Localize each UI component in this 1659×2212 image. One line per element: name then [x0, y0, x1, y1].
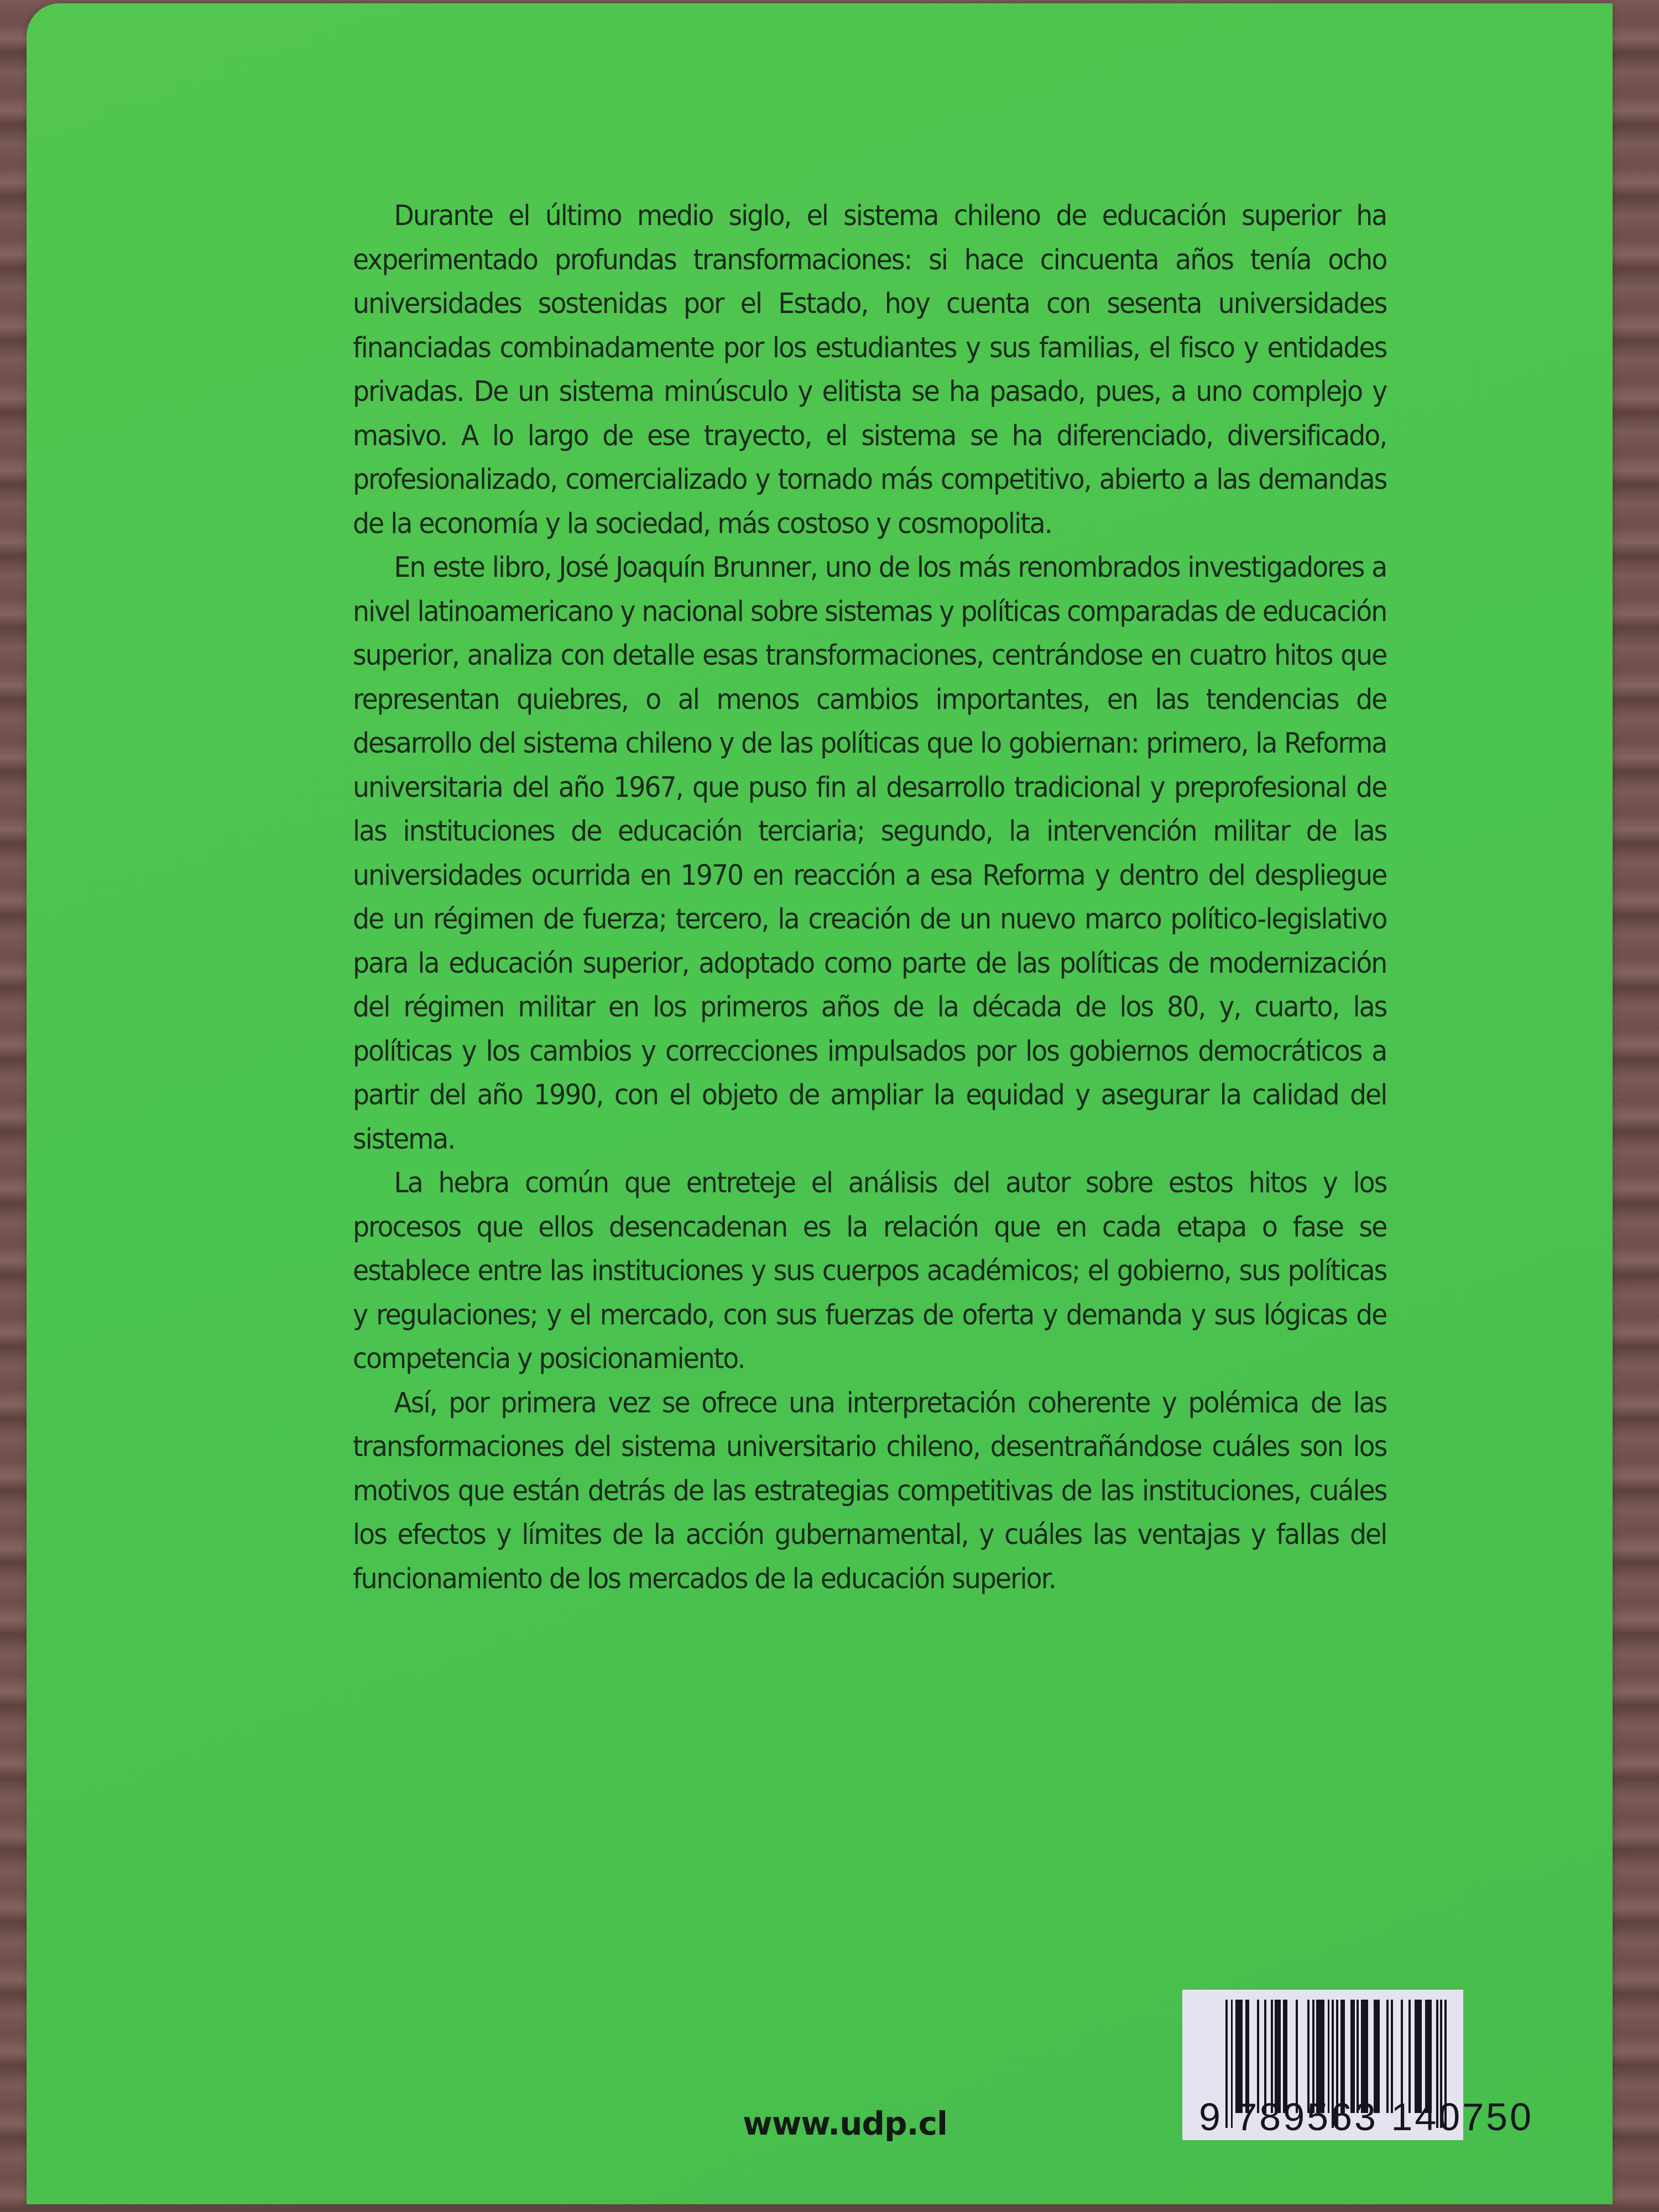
blurb-text: [353, 194, 1386, 1601]
blurb-paragraph-2: En este libro, José Joaquín Brunner, uno de los más renombrados investigadores a nivel latinoamericano y nacional sobre sistemas y políticas comparadas de educación superior, analiza con detalle esas transformaciones, centrándose en cuatro hitos que representan quiebres, o al menos cambios importantes, en las tendencias de desarrollo del sistema chileno y de las políticas que lo gobiernan: primero, la Reforma universitaria del año 1967, que puso fin al desarrollo tradicional y preprofesional de las instituciones de educación terciaria; segundo, la intervención militar de las universidades ocurrida en 1970 en reacción a esa Reforma y dentro del despliegue de un régimen de fuerza; tercero, la creación de un nuevo marco político-legislativo para la educación superior, adoptado como parte de las políticas de modernización del régimen militar en los primeros años de la década de los 80, y, cuarto, las políticas y los cambios y correcciones impulsados por los gobiernos democráticos a partir del año 1990, con el objeto de ampliar la equidad y asegurar la calidad del sistema.: [353, 551, 1387, 1156]
isbn-number: 9 789563 140750: [1199, 2095, 1533, 2138]
blurb-paragraph-1: Durante el último medio siglo, el sistema chileno de educación superior ha experimentado profundas transformaciones: si hace cincuenta años tenía ocho universidades sostenidas por el Estado, hoy cuenta con sesenta universidades financiadas combinadamente por los estudiantes y sus familias, el fisco y entidades privadas. De un sistema minúsculo y elitista se ha pasado, pues, a uno complejo y masivo. A lo largo de ese trayecto, el sistema se ha diferenciado, diversificado, profesionalizado, comercializado y tornado más competitivo, abierto a las demandas de la economía y la sociedad, más costoso y cosmopolita.: [353, 200, 1387, 540]
blurb-paragraph-3: La hebra común que entreteje el análisis del autor sobre estos hitos y los procesos que ellos desencadenan es la relación que en cada etapa o fase se establece entre las instituciones y sus cuerpos académicos; el gobierno, sus políticas y regulaciones; y el mercado, con sus fuerzas de oferta y demanda y sus lógicas de competencia y posicionamiento.: [353, 1167, 1387, 1375]
book-back-cover: [27, 3, 1613, 2204]
blurb-paragraph-4: Así, por primera vez se ofrece una interpretación coherente y polémica de las transformaciones del sistema universitario chileno, desentrañándose cuáles son los motivos que están detrás de las estrategias competitivas de las instituciones, cuáles los efectos y límites de la acción gubernamental, y cuáles las ventajas y fallas del funcionamiento de los mercados de la educación superior.: [353, 1386, 1387, 1595]
isbn-barcode: [1182, 1990, 1533, 2140]
publisher-url: www.udp.cl: [743, 2105, 947, 2142]
